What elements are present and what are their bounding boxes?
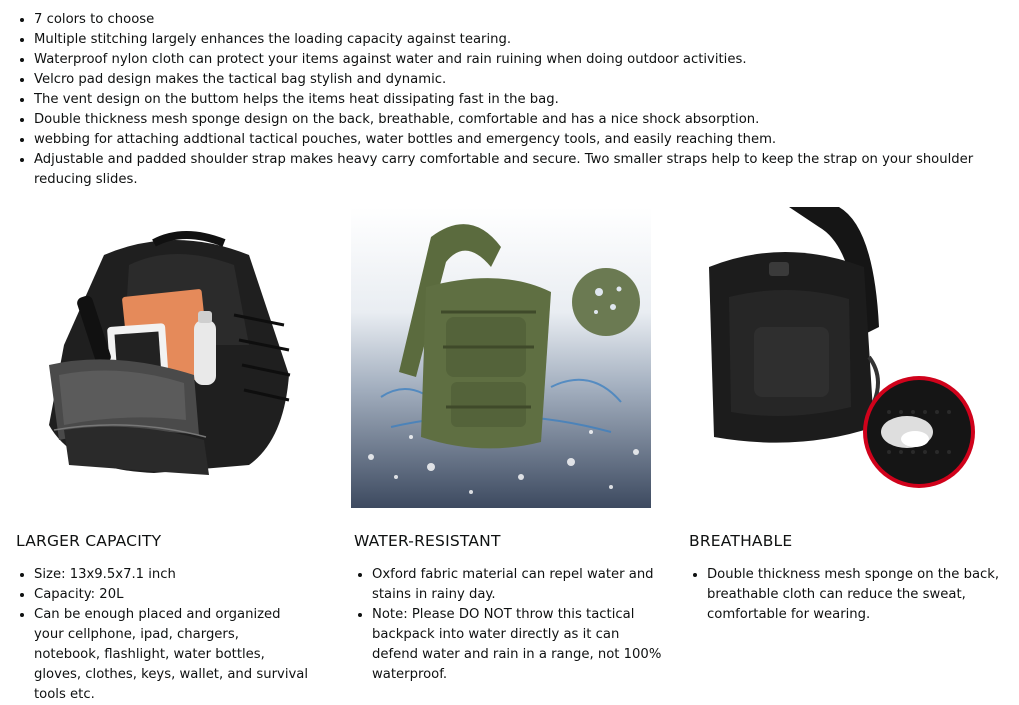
column-bullet: • Double thickness mesh sponge on the back, breathable cloth can reduce the sweat, comfortable for wearing. xyxy=(707,565,1007,625)
water-splash-image xyxy=(351,207,651,508)
column-bullet: • Can be enough placed and organized your cellphone, ipad, chargers, notebook, flashlight, water bottles, gloves, clothes, keys, wallet, and survival tools etc. xyxy=(34,605,309,705)
column-bullet: • Note: Please DO NOT throw this tactical backpack into water directly as it can defend water and rain in a range, not 100% waterproof. xyxy=(372,605,662,685)
feature-column-breathable xyxy=(689,207,1009,622)
open-backpack-image xyxy=(34,225,314,485)
feature-column-water xyxy=(352,207,672,682)
back-mesh-image xyxy=(689,207,989,497)
backpack-illustration xyxy=(34,225,314,485)
feature-item: • Double thickness mesh sponge design on the back, breathable, comfortable and has a nice shock absorption. xyxy=(34,110,1014,130)
feature-item: • Adjustable and padded shoulder strap makes heavy carry comfortable and secure. Two smaller straps help to keep the strap on your shoulder reducing slides. xyxy=(34,150,1014,190)
column-title: BREATHABLE xyxy=(689,532,793,550)
column-bullet: • Size: 13x9.5x7.1 inch xyxy=(34,565,309,585)
feature-item: • Velcro pad design makes the tactical bag stylish and dynamic. xyxy=(34,70,1014,90)
feature-list xyxy=(16,10,1014,190)
column-title: LARGER CAPACITY xyxy=(16,532,162,550)
column-bullets xyxy=(16,565,309,705)
feature-item: • The vent design on the buttom helps the items heat dissipating fast in the bag. xyxy=(34,90,1014,110)
feature-item: • 7 colors to choose xyxy=(34,10,1014,30)
column-title: WATER-RESISTANT xyxy=(354,532,501,550)
feature-column-capacity xyxy=(16,207,336,702)
feature-item: • Multiple stitching largely enhances the loading capacity against tearing. xyxy=(34,30,1014,50)
column-bullets xyxy=(354,565,662,685)
column-bullets xyxy=(689,565,1007,625)
back-mesh-illustration xyxy=(689,207,989,497)
column-bullet: • Oxford fabric material can repel water and stains in rainy day. xyxy=(372,565,662,605)
feature-item: • Waterproof nylon cloth can protect your items against water and rain ruining when doing outdoor activities. xyxy=(34,50,1014,70)
column-bullet: • Capacity: 20L xyxy=(34,585,309,605)
feature-item: • webbing for attaching addtional tactical pouches, water bottles and emergency tools, and easily reaching them. xyxy=(34,130,1014,150)
sling-bag-water-illustration xyxy=(351,207,651,508)
